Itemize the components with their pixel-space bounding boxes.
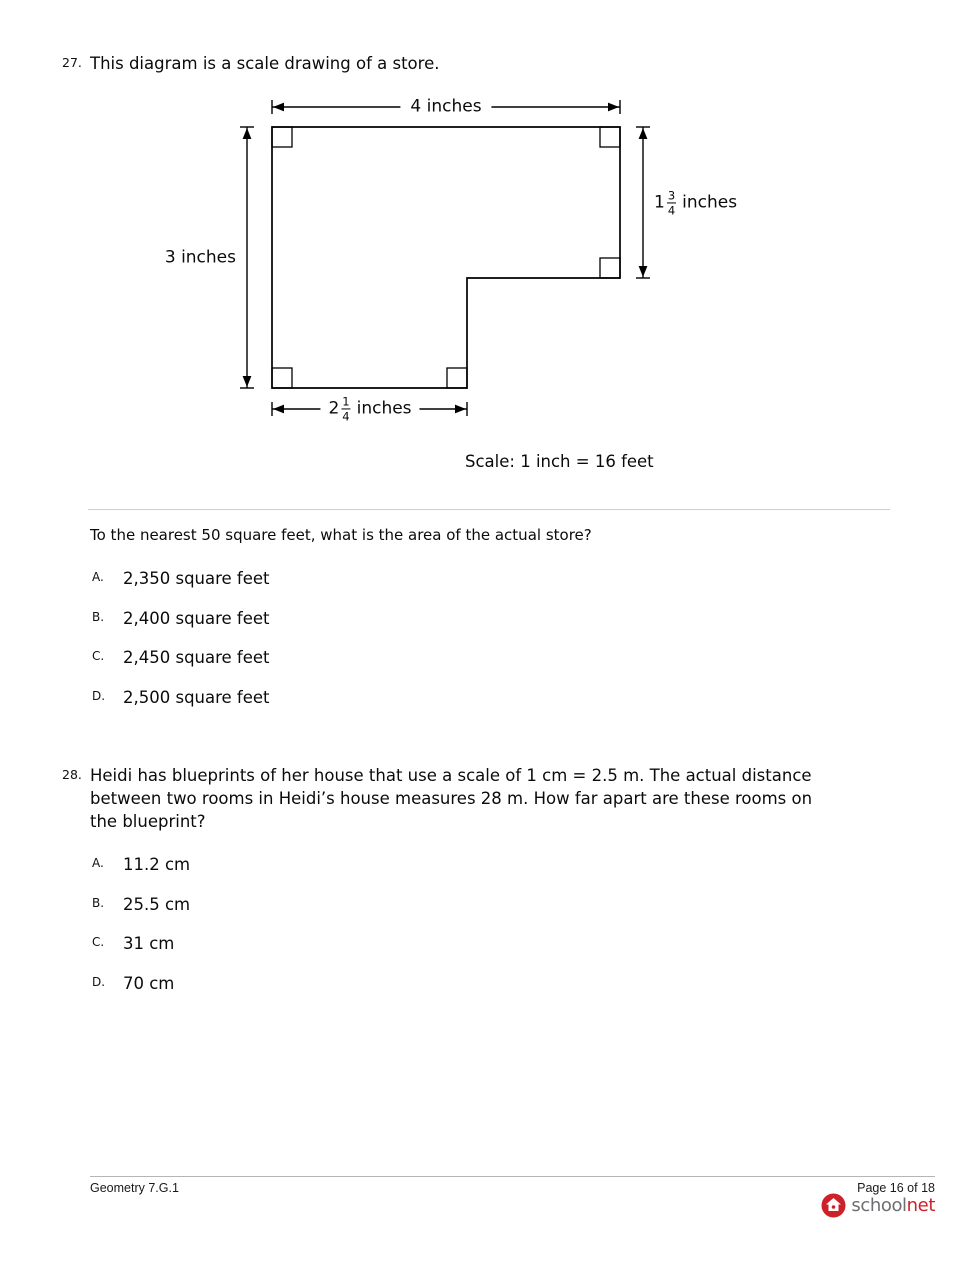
choice-text: 25.5 cm <box>123 895 191 914</box>
section-divider <box>88 509 890 510</box>
choice-letter: D. <box>92 689 106 703</box>
right-angle-marker <box>600 127 620 147</box>
brand-net: net <box>906 1195 935 1216</box>
choice-letter: B. <box>92 896 105 910</box>
dimension-left <box>240 127 254 388</box>
scale-note: Scale: 1 inch = 16 feet <box>465 452 654 471</box>
right-dim-whole: 1 <box>654 192 665 213</box>
right-angle-markers <box>272 127 620 388</box>
question-27-header <box>62 52 439 75</box>
width-dimension-label: 4 inches <box>400 98 491 117</box>
q27-choice-d <box>92 687 270 709</box>
right-dim-denominator: 4 <box>667 203 676 218</box>
bottom-dim-whole: 2 <box>328 398 340 419</box>
choice-letter: D. <box>92 975 106 989</box>
choice-letter: C. <box>92 935 105 949</box>
bottom-dimension-label <box>320 395 419 422</box>
choice-text: 31 cm <box>123 934 175 953</box>
footer-course: Geometry 7.G.1 <box>90 1181 179 1195</box>
store-diagram-svg <box>150 95 750 435</box>
q27-choice-c <box>92 647 270 669</box>
right-dim-numerator: 3 <box>667 188 676 203</box>
question-27-number: 27. <box>62 55 82 70</box>
choice-letter: B. <box>92 610 105 624</box>
right-dim-unit: inches <box>682 192 738 213</box>
bottom-dim-unit: inches <box>356 398 412 419</box>
brand-school: school <box>851 1195 907 1216</box>
dimension-right <box>636 127 650 278</box>
bottom-dim-fraction <box>341 395 350 422</box>
question-28-prompt: Heidi has blueprints of her house that use a scale of 1 cm = 2.5 m. The actual distance between two rooms in Heidi’s house measures 28 m. How far apart are these rooms on the blueprint? <box>90 766 813 831</box>
store-scale-diagram <box>150 95 750 435</box>
footer-page-number: Page 16 of 18 <box>857 1181 935 1195</box>
right-dim-fraction <box>667 189 676 216</box>
right-dimension-label <box>654 189 737 216</box>
question-27-prompt: This diagram is a scale drawing of a store. <box>90 54 440 73</box>
question-27-stem: To the nearest 50 square feet, what is the area of the actual store? <box>90 526 592 544</box>
choice-text: 2,450 square feet <box>123 648 270 667</box>
question-28-header <box>62 764 832 833</box>
choice-text: 2,350 square feet <box>123 569 270 588</box>
q28-choice-a <box>92 854 190 876</box>
bottom-dim-numerator: 1 <box>342 394 350 409</box>
choice-text: 2,500 square feet <box>123 688 270 707</box>
question-28-number: 28. <box>62 767 82 782</box>
q28-choice-b <box>92 894 190 916</box>
right-angle-marker <box>447 368 467 388</box>
choice-letter: A. <box>92 856 104 870</box>
q27-choice-a <box>92 568 270 590</box>
choice-text: 11.2 cm <box>123 855 191 874</box>
right-angle-marker <box>600 258 620 278</box>
choice-text: 70 cm <box>123 974 175 993</box>
footer-divider <box>90 1176 935 1177</box>
right-angle-marker <box>272 127 292 147</box>
choice-text: 2,400 square feet <box>123 609 270 628</box>
q28-choice-d <box>92 973 174 995</box>
choice-letter: C. <box>92 649 105 663</box>
schoolnet-logo-icon <box>821 1193 846 1218</box>
schoolnet-logo <box>821 1193 935 1218</box>
schoolnet-logo-text <box>851 1193 935 1218</box>
choice-letter: A. <box>92 570 104 584</box>
q28-choice-c <box>92 933 174 955</box>
q27-choice-b <box>92 608 270 630</box>
right-angle-marker <box>272 368 292 388</box>
store-outline <box>272 127 620 388</box>
bottom-dim-denominator: 4 <box>342 409 350 424</box>
height-dimension-label: 3 inches <box>164 247 236 268</box>
